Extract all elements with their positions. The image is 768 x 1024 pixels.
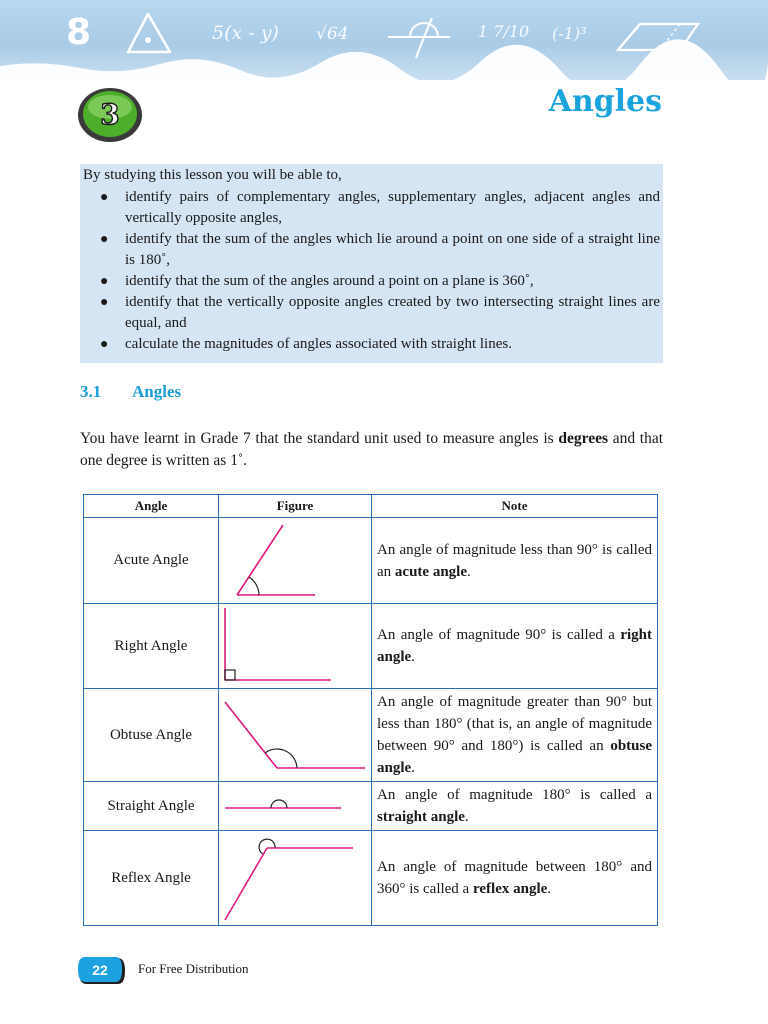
page-number: 22 [92, 962, 108, 978]
column-header-angle: Angle [84, 495, 219, 518]
objective-item: ● identify that the sum of the angles which lie around a point on one side of a straight line is 180˚, [100, 231, 660, 268]
bullet-icon: ● [100, 295, 109, 310]
header-banner [0, 0, 768, 80]
figure-cell [219, 604, 372, 689]
angle-note: An angle of magnitude 180° is called a straight angle. [372, 782, 658, 831]
table-row-straight [84, 782, 658, 831]
angle-note: An angle of magnitude greater than 90° but less than 180° (that is, an angle of magnitude between 90° and 180°) is called an obtuse angle. [372, 689, 658, 782]
column-header-figure: Figure [219, 495, 372, 518]
objectives-intro: By studying this lesson you will be able to, [83, 167, 342, 183]
angle-name: Reflex Angle [84, 831, 219, 926]
objective-item: ● identify pairs of complementary angles, supplementary angles, adjacent angles and vertically opposite angles, [100, 189, 660, 226]
chalk-expression: 5(x - y) [212, 22, 279, 44]
angle-name: Straight Angle [84, 782, 219, 831]
table-row-right [84, 604, 658, 689]
section-number: 3.1 [80, 382, 102, 401]
page-number-badge [78, 956, 126, 986]
obtuse-angle-figure [219, 690, 369, 780]
table-row-obtuse [84, 689, 658, 782]
chalk-power: (-1)³ [552, 24, 587, 43]
bold-term: degrees [558, 430, 609, 447]
figure-cell [219, 831, 372, 926]
chapter-number: 3 [100, 98, 120, 131]
reflex-angle-figure [219, 832, 369, 924]
figure-cell [219, 782, 372, 831]
angle-note: An angle of magnitude 90° is called a right angle. [372, 604, 658, 689]
angle-note: An angle of magnitude less than 90° is called an acute angle. [372, 518, 658, 604]
bullet-icon: ● [100, 232, 109, 247]
chalk-fraction: 1 7/10 [478, 22, 530, 41]
section-heading [80, 382, 181, 402]
angle-note: An angle of magnitude between 180° and 360° is called a reflex angle. [372, 831, 658, 926]
bullet-icon: ● [100, 337, 109, 352]
objective-item: ● identify that the vertically opposite angles created by two intersecting straight lines are equal, and [100, 294, 660, 331]
objectives-list [83, 187, 660, 355]
chalk-root: √64 [316, 24, 349, 44]
figure-cell [219, 518, 372, 604]
chapter-number-badge [77, 85, 143, 143]
bullet-icon: ● [100, 274, 109, 289]
objective-item: ● calculate the magnitudes of angles associated with straight lines. [83, 334, 660, 355]
angle-name: Right Angle [84, 604, 219, 689]
section-intro-paragraph: You have learnt in Grade 7 that the standard unit used to measure angles is degrees and that one degree is written as 1˚. [80, 430, 664, 469]
angle-name: Obtuse Angle [84, 689, 219, 782]
acute-angle-figure [219, 519, 369, 603]
table-header-row [84, 495, 658, 518]
footer-text: For Free Distribution [138, 961, 249, 976]
table-row-acute [84, 518, 658, 604]
learning-objectives-box [80, 164, 663, 363]
column-header-note: Note [372, 495, 658, 518]
chalk-doodles [0, 0, 768, 80]
straight-angle-figure [219, 784, 369, 828]
chapter-title: Angles [548, 84, 662, 119]
angle-name: Acute Angle [84, 518, 219, 604]
bullet-icon: ● [100, 190, 109, 205]
grade-number: 8 [66, 12, 92, 53]
figure-cell [219, 689, 372, 782]
objective-item: ● identify that the sum of the angles around a point on a plane is 360˚, [83, 271, 660, 292]
section-title: Angles [132, 382, 182, 401]
angle-types-table [83, 494, 658, 926]
right-angle-figure [219, 604, 369, 688]
table-row-reflex [84, 831, 658, 926]
